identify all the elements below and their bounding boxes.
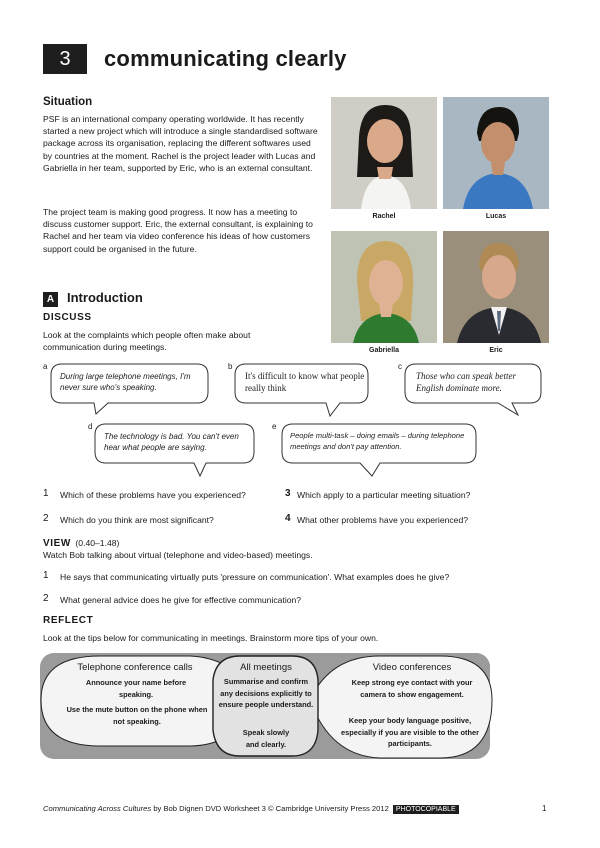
video-tip-1: Keep strong eye contact with your camera to show engagement. <box>351 678 473 699</box>
unit-title: communicating clearly <box>104 46 347 71</box>
question-number: 1 <box>43 488 49 499</box>
bubble-text-b: It's difficult to know what people really think <box>245 371 365 393</box>
bubble-label-d: d <box>88 422 93 431</box>
situation-heading: Situation <box>43 96 93 108</box>
question-text: Which apply to a particular meeting situation? <box>297 490 471 500</box>
question-text: What other problems have you experienced? <box>297 515 469 525</box>
bubble-text-d: The technology is bad. You can't even hear what people are saying. <box>104 432 239 452</box>
section-title: Introduction <box>67 290 143 305</box>
photo-caption-eric: Eric <box>489 347 503 354</box>
all-meetings-tips-title: All meetings <box>240 662 292 673</box>
question-text: Which of these problems have you experienced? <box>60 490 246 500</box>
bubble-text-c: Those who can speak better English dominate more. <box>416 371 516 393</box>
section-letter: A <box>43 292 58 307</box>
photo-caption-rachel: Rachel <box>372 213 396 220</box>
situation-paragraph-2: The project team is making good progress. It now has a meeting to discuss customer support. Eric, the external consultant, is explaining to Rachel and her team via video conference his ideas of how customers support could be organised in the future. <box>43 207 313 254</box>
discuss-intro: Look at the complaints which people often make about communication during meetings. <box>43 330 251 352</box>
all-meetings-tip-2: Speak slowly and clearly. <box>242 728 290 749</box>
question-number: 2 <box>43 513 49 524</box>
question-text: Which do you think are most significant? <box>60 515 214 525</box>
bubble-label-c: c <box>398 362 402 371</box>
reflect-heading: REFLECT <box>43 615 94 626</box>
question-text: He says that communicating virtually puts 'pressure on communication'. What examples does he give? <box>60 572 450 582</box>
bubble-text-e: People multi-task – doing emails – during telephone meetings and don't pay attention. <box>290 431 465 451</box>
video-tip-2: Keep your body language positive, especially if you are visible to the other participants. <box>340 716 479 748</box>
telephone-tip-2: Use the mute button on the phone when not speaking. <box>66 705 208 726</box>
reflect-intro: Look at the tips below for communicating in meetings. Brainstorm more tips of your own. <box>43 633 379 643</box>
video-tips-title: Video conferences <box>372 662 452 673</box>
view-heading: VIEW <box>43 538 71 549</box>
telephone-tips-title: Telephone conference calls <box>77 662 193 673</box>
question-number: 3 <box>285 488 291 499</box>
page-number: 1 <box>542 804 547 813</box>
photo-caption-gabriella: Gabriella <box>369 347 399 354</box>
discuss-heading: DISCUSS <box>43 312 92 323</box>
question-number: 1 <box>43 570 49 581</box>
bubble-label-b: b <box>228 362 233 371</box>
view-intro: Watch Bob talking about virtual (telephone and video-based) meetings. <box>43 550 313 560</box>
bubble-label-e: e <box>272 422 277 431</box>
footer-credit: by Bob Dignen DVD Worksheet 3 © Cambridge University Press 2012 <box>153 804 389 813</box>
situation-paragraph-1: PSF is an international company operating worldwide. It has recently started a new project which will introduce a single standardised software package across its organisation, replacing the different softwares used by countries at the moment. Rachel is the project leader with Lucas and Gabriella in her team, supported by Eric, who is an external consultant. <box>43 114 318 173</box>
photo-caption-lucas: Lucas <box>485 213 507 220</box>
unit-number: 3 <box>43 44 87 74</box>
question-number: 4 <box>285 513 291 524</box>
footer-book-title: Communicating Across Cultures <box>43 804 152 813</box>
question-number: 2 <box>43 593 49 604</box>
footer <box>43 804 459 813</box>
bubble-label-a: a <box>43 362 48 371</box>
photocopiable-badge: PHOTOCOPIABLE <box>393 805 459 814</box>
telephone-tip-1: Announce your name before speaking. <box>85 678 187 699</box>
bubble-text-a: During large telephone meetings, I'm never sure who's speaking. <box>60 372 191 392</box>
question-text: What general advice does he give for effective communication? <box>60 595 302 605</box>
all-meetings-tip-1: Summarise and confirm any decisions explicitly to ensure people understand. <box>218 677 314 709</box>
view-timing: (0.40–1.48) <box>75 538 120 548</box>
